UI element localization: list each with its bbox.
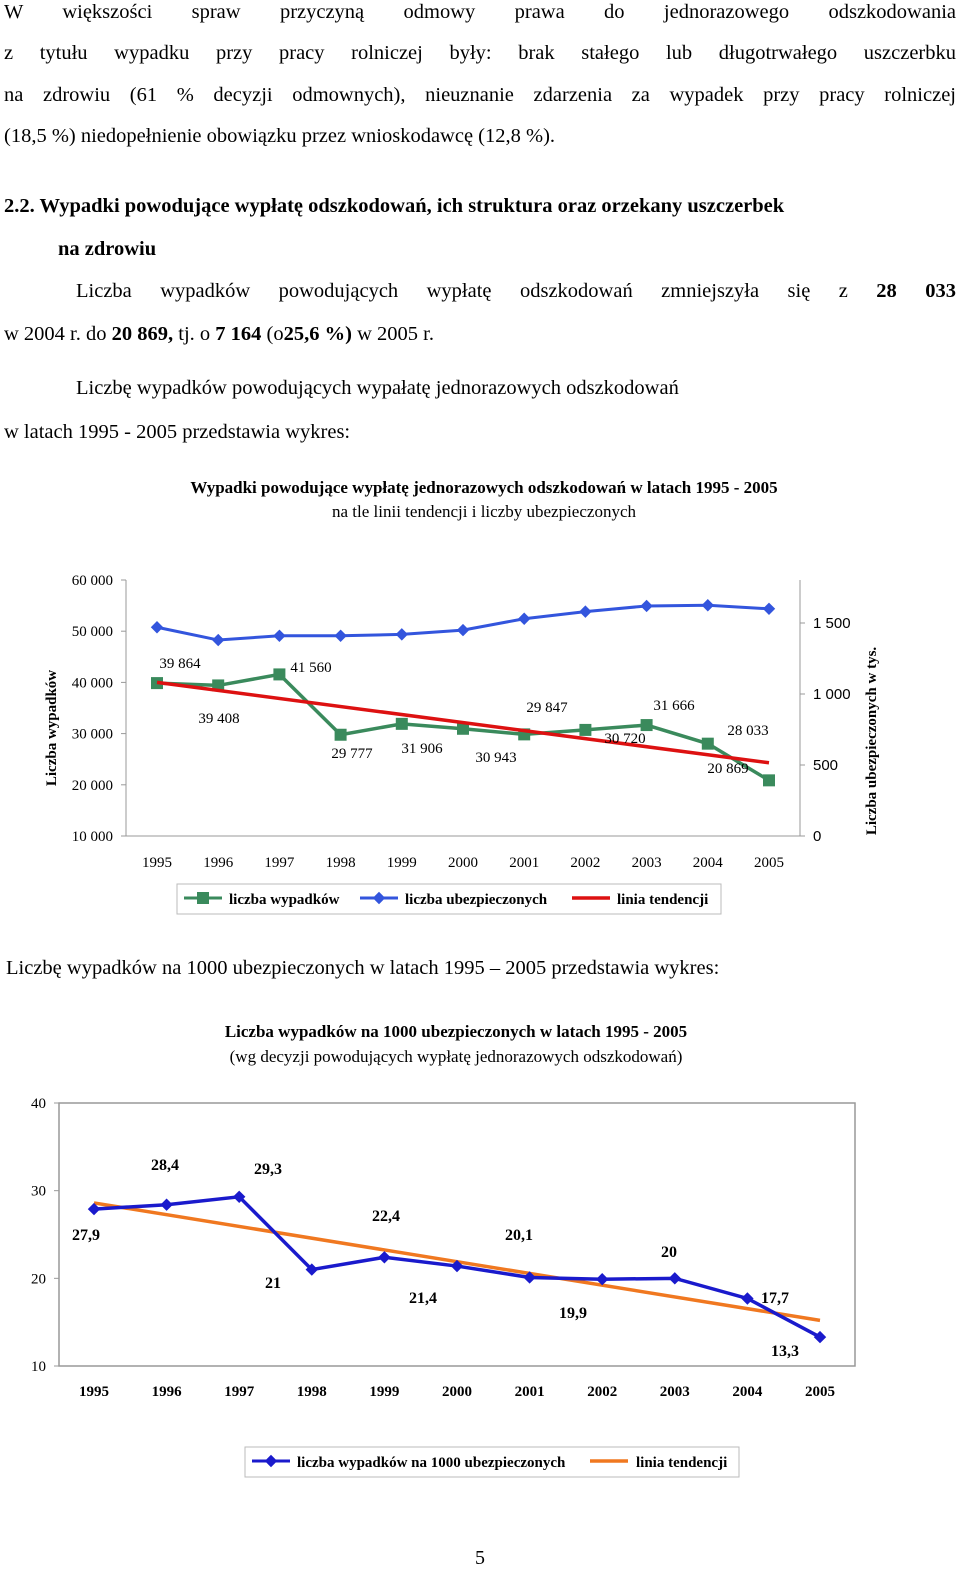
right-tick-label: 1 000 bbox=[813, 686, 851, 703]
accidents-data-label: 28 033 bbox=[727, 723, 769, 739]
insured-point bbox=[458, 625, 469, 636]
x-tick-label: 2001 bbox=[514, 1384, 545, 1400]
chart1-title: Wypadki powodujące wypłatę jednorazowych odszkodowań w latach 1995 - 2005 bbox=[190, 478, 778, 497]
insured-point bbox=[335, 630, 346, 641]
rate-data-label: 27,9 bbox=[72, 1227, 100, 1244]
insured-point bbox=[702, 600, 713, 611]
para2-b: 20 869, bbox=[111, 323, 174, 345]
para3-line-2: w latach 1995 - 2005 przedstawia wykres: bbox=[4, 421, 351, 443]
accidents-point bbox=[580, 724, 591, 735]
y-tick-label: 40 bbox=[31, 1096, 46, 1112]
accidents-point bbox=[641, 720, 652, 731]
trend-line bbox=[157, 682, 769, 762]
section-title-line-2: na zdrowiu bbox=[58, 238, 157, 260]
insured-point bbox=[519, 613, 530, 624]
accidents-data-label: 31 906 bbox=[401, 741, 443, 757]
accidents-data-label: 29 777 bbox=[331, 746, 373, 762]
chart-rate bbox=[0, 1010, 960, 1495]
para2-d: 7 164 bbox=[215, 323, 262, 345]
y-axis-label: Liczba wypadków bbox=[44, 669, 60, 787]
rate-data-label: 28,4 bbox=[151, 1157, 179, 1174]
para2-line-2 bbox=[4, 314, 956, 355]
intro-line-3: na zdrowiu (61 % decyzji odmownych), nieuznanie zdarzenia za wypadek przy pracy rolniczej bbox=[4, 84, 956, 106]
accidents-point bbox=[396, 718, 407, 729]
x-tick-label: 1997 bbox=[264, 855, 295, 871]
right-tick-label: 0 bbox=[813, 828, 822, 845]
x-tick-label: 1998 bbox=[325, 855, 356, 871]
x-tick-label: 1998 bbox=[296, 1384, 327, 1400]
x-tick-label: 2004 bbox=[732, 1384, 763, 1400]
x-tick-label: 2005 bbox=[805, 1384, 835, 1400]
accidents-point bbox=[702, 738, 713, 749]
legend-rate-label: liczba wypadków na 1000 ubezpieczonych bbox=[297, 1455, 566, 1471]
y-tick-label: 10 bbox=[31, 1359, 46, 1375]
para2-e: (o bbox=[266, 323, 284, 345]
intro-line-4: (18,5 %) niedopełnienie obowiązku przez wnioskodawcę (12,8 %). bbox=[4, 125, 556, 147]
y-tick-label: 30 bbox=[31, 1183, 46, 1200]
rate-data-label: 20,1 bbox=[505, 1227, 533, 1244]
x-tick-label: 2001 bbox=[509, 855, 540, 871]
para2-f: 25,6 %) bbox=[283, 323, 352, 345]
accidents-data-label: 30 720 bbox=[604, 731, 646, 747]
para2-line-1 bbox=[76, 271, 956, 312]
legend-accidents-label: liczba wypadków bbox=[229, 892, 340, 908]
x-tick-label: 1995 bbox=[142, 855, 172, 871]
rate-data-label: 19,9 bbox=[559, 1305, 587, 1322]
accidents-point bbox=[274, 669, 285, 680]
legend-trend-label: linia tendencji bbox=[617, 892, 709, 908]
x-tick-label: 2000 bbox=[448, 855, 478, 871]
left-tick-label: 30 000 bbox=[71, 726, 113, 743]
x-tick-label: 2005 bbox=[754, 855, 784, 871]
accidents-data-label: 31 666 bbox=[653, 698, 695, 714]
rate-point bbox=[379, 1252, 390, 1263]
rate-data-label: 29,3 bbox=[254, 1161, 282, 1178]
left-tick-label: 50 000 bbox=[71, 624, 113, 641]
legend-trend-label: linia tendencji bbox=[636, 1455, 728, 1471]
insured-point bbox=[274, 630, 285, 641]
accidents-data-label: 29 847 bbox=[526, 700, 568, 716]
para4-line-1: Liczbę wypadków na 1000 ubezpieczonych w latach 1995 – 2005 przedstawia wykres: bbox=[6, 957, 720, 979]
insured-point bbox=[580, 606, 591, 617]
x-tick-label: 1995 bbox=[79, 1384, 109, 1400]
y2-axis-label: Liczba ubezpieczonych w tys. bbox=[864, 646, 880, 836]
accidents-point bbox=[764, 775, 775, 786]
section-heading bbox=[4, 186, 956, 227]
insured-point bbox=[764, 603, 775, 614]
para2-c: tj. o bbox=[178, 323, 211, 345]
accidents-point bbox=[458, 723, 469, 734]
intro-line-1: W większości spraw przyczyną odmowy prawa do jednorazowego odszkodowania bbox=[4, 1, 956, 23]
x-tick-label: 1999 bbox=[386, 855, 417, 871]
rate-data-label: 17,7 bbox=[761, 1290, 789, 1307]
x-tick-label: 1997 bbox=[224, 1384, 255, 1400]
insured-point bbox=[152, 622, 163, 633]
chart-accidents bbox=[0, 460, 960, 920]
para2-line-1-text: Liczba wypadków powodujących wypłatę odszkodowań zmniejszyła się z bbox=[76, 280, 848, 302]
accidents-point bbox=[335, 729, 346, 740]
x-tick-label: 2003 bbox=[631, 855, 662, 871]
accidents-data-label: 41 560 bbox=[290, 660, 332, 676]
x-tick-label: 1999 bbox=[369, 1384, 400, 1400]
para2-g: w 2005 r. bbox=[357, 323, 434, 345]
insured-point bbox=[641, 600, 652, 611]
accidents-data-label: 20 869 bbox=[707, 761, 749, 777]
chart2-subtitle: (wg decyzji powodujących wypłatę jednorazowych odszkodowań) bbox=[229, 1047, 683, 1066]
rate-data-label: 20 bbox=[661, 1244, 677, 1261]
rate-data-label: 13,3 bbox=[771, 1343, 799, 1360]
x-tick-label: 2004 bbox=[692, 855, 723, 871]
x-tick-label: 2002 bbox=[587, 1384, 618, 1400]
intro-line-2: z tytułu wypadku przy pracy rolniczej były: brak stałego lub długotrwałego uszczerbku bbox=[4, 42, 956, 64]
insured-point bbox=[213, 635, 224, 646]
left-tick-label: 40 000 bbox=[71, 675, 113, 692]
left-tick-label: 60 000 bbox=[71, 573, 113, 589]
page-number: 5 bbox=[475, 1547, 485, 1569]
section-number: 2.2. bbox=[4, 195, 35, 217]
legend-accidents-marker bbox=[198, 893, 209, 904]
chart1-subtitle: na tle linii tendencji i liczby ubezpieczonych bbox=[332, 502, 636, 521]
legend-insured-label: liczba ubezpieczonych bbox=[405, 892, 548, 908]
x-tick-label: 1996 bbox=[203, 855, 234, 871]
rate-data-label: 21 bbox=[265, 1275, 281, 1292]
x-tick-label: 2000 bbox=[442, 1384, 472, 1400]
right-tick-label: 500 bbox=[813, 757, 839, 774]
accidents-data-label: 30 943 bbox=[475, 750, 517, 766]
accidents-data-label: 39 408 bbox=[198, 711, 240, 727]
right-tick-label: 1 500 bbox=[813, 615, 851, 632]
accidents-data-label: 39 864 bbox=[159, 656, 201, 672]
x-tick-label: 1996 bbox=[151, 1384, 182, 1400]
insured-point bbox=[396, 629, 407, 640]
rate-point bbox=[161, 1199, 172, 1210]
rate-data-label: 22,4 bbox=[372, 1208, 400, 1225]
x-tick-label: 2002 bbox=[570, 855, 601, 871]
y-tick-label: 20 bbox=[31, 1271, 46, 1288]
para3-line-1: Liczbę wypadków powodujących wypałatę jednorazowych odszkodowań bbox=[76, 377, 679, 399]
rate-data-label: 21,4 bbox=[409, 1290, 437, 1307]
rate-point bbox=[669, 1273, 680, 1284]
para2-a: w 2004 r. do bbox=[4, 323, 107, 345]
left-tick-label: 10 000 bbox=[71, 829, 113, 845]
section-title-line-1: Wypadki powodujące wypłatę odszkodowań, ich struktura oraz orzekany uszczerbek bbox=[39, 195, 785, 217]
plot-area-frame bbox=[59, 1103, 855, 1366]
chart2-title: Liczba wypadków na 1000 ubezpieczonych w latach 1995 - 2005 bbox=[224, 1022, 688, 1041]
x-tick-label: 2003 bbox=[659, 1384, 690, 1400]
para2-line-1-bold: 28 033 bbox=[876, 280, 956, 302]
left-tick-label: 20 000 bbox=[71, 777, 113, 794]
